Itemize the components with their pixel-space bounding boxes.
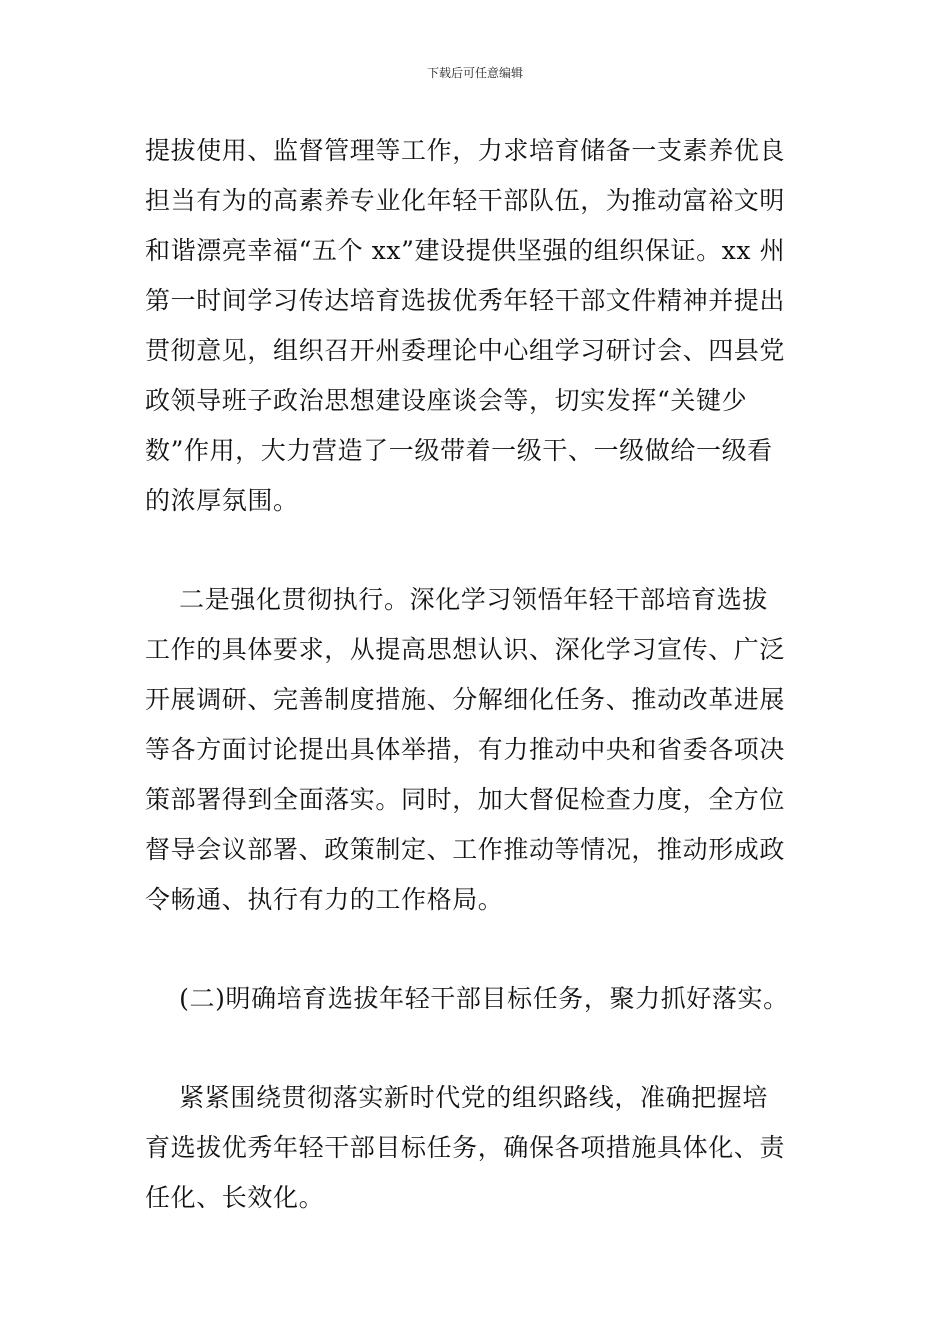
text-line: 第一时间学习传达培育选拔优秀年轻干部文件精神并提出 [145, 286, 786, 315]
text-line: 策部署得到全面落实。同时，加大督促检查力度，全方位 [145, 785, 786, 814]
text-line: 政领导班子政治思想建设座谈会等，切实发挥“关键少 [145, 386, 748, 415]
text-line: 等各方面讨论提出具体举措，有力推动中央和省委各项决 [145, 735, 786, 764]
text-line: 令畅通、执行有力的工作格局。 [145, 885, 504, 914]
text-line: 数”作用，大力营造了一级带着一级干、一级做给一级看 [145, 436, 773, 465]
text-line: 工作的具体要求，从提高思想认识、深化学习宣传、广泛 [145, 635, 786, 664]
paragraph-spacer [145, 1024, 810, 1073]
paragraph-1 [145, 126, 810, 526]
text-line: 开展调研、完善制度措施、分解细化任务、推动改革进展 [145, 685, 786, 714]
text-line: 督导会议部署、政策制定、工作推动等情况，推动形成政 [145, 835, 786, 864]
text-line: 育选拔优秀年轻干部目标任务，确保各项措施具体化、责 [145, 1133, 786, 1162]
page-header-note: 下载后可任意编辑 [426, 66, 523, 80]
paragraph-spacer [145, 526, 810, 575]
text-line: 和谐漂亮幸福“五个 xx”建设提供坚强的组织保证。xx 州 [145, 236, 786, 265]
paragraph-spacer [145, 925, 810, 974]
text-line: 任化、长效化。 [145, 1183, 325, 1212]
text-line: 二是强化贯彻执行。深化学习领悟年轻干部培育选拔 [145, 585, 768, 614]
text-line: 贯彻意见，组织召开州委理论中心组学习研讨会、四县党 [145, 336, 786, 365]
paragraph-2 [145, 575, 810, 925]
text-line: 担当有为的高素养专业化年轻干部队伍，为推动富裕文明 [145, 186, 786, 215]
text-line: 提拔使用、监督管理等工作，力求培育储备一支素养优良 [145, 136, 786, 165]
text-line: 的浓厚氛围。 [145, 486, 299, 515]
paragraph-3 [145, 1073, 810, 1223]
text-line: 紧紧围绕贯彻落实新时代党的组织路线，准确把握培 [145, 1083, 768, 1112]
section-heading [145, 974, 810, 1024]
document-body [145, 126, 810, 1223]
heading-line: (二)明确培育选拔年轻干部目标任务，聚力抓好落实。 [145, 984, 789, 1013]
